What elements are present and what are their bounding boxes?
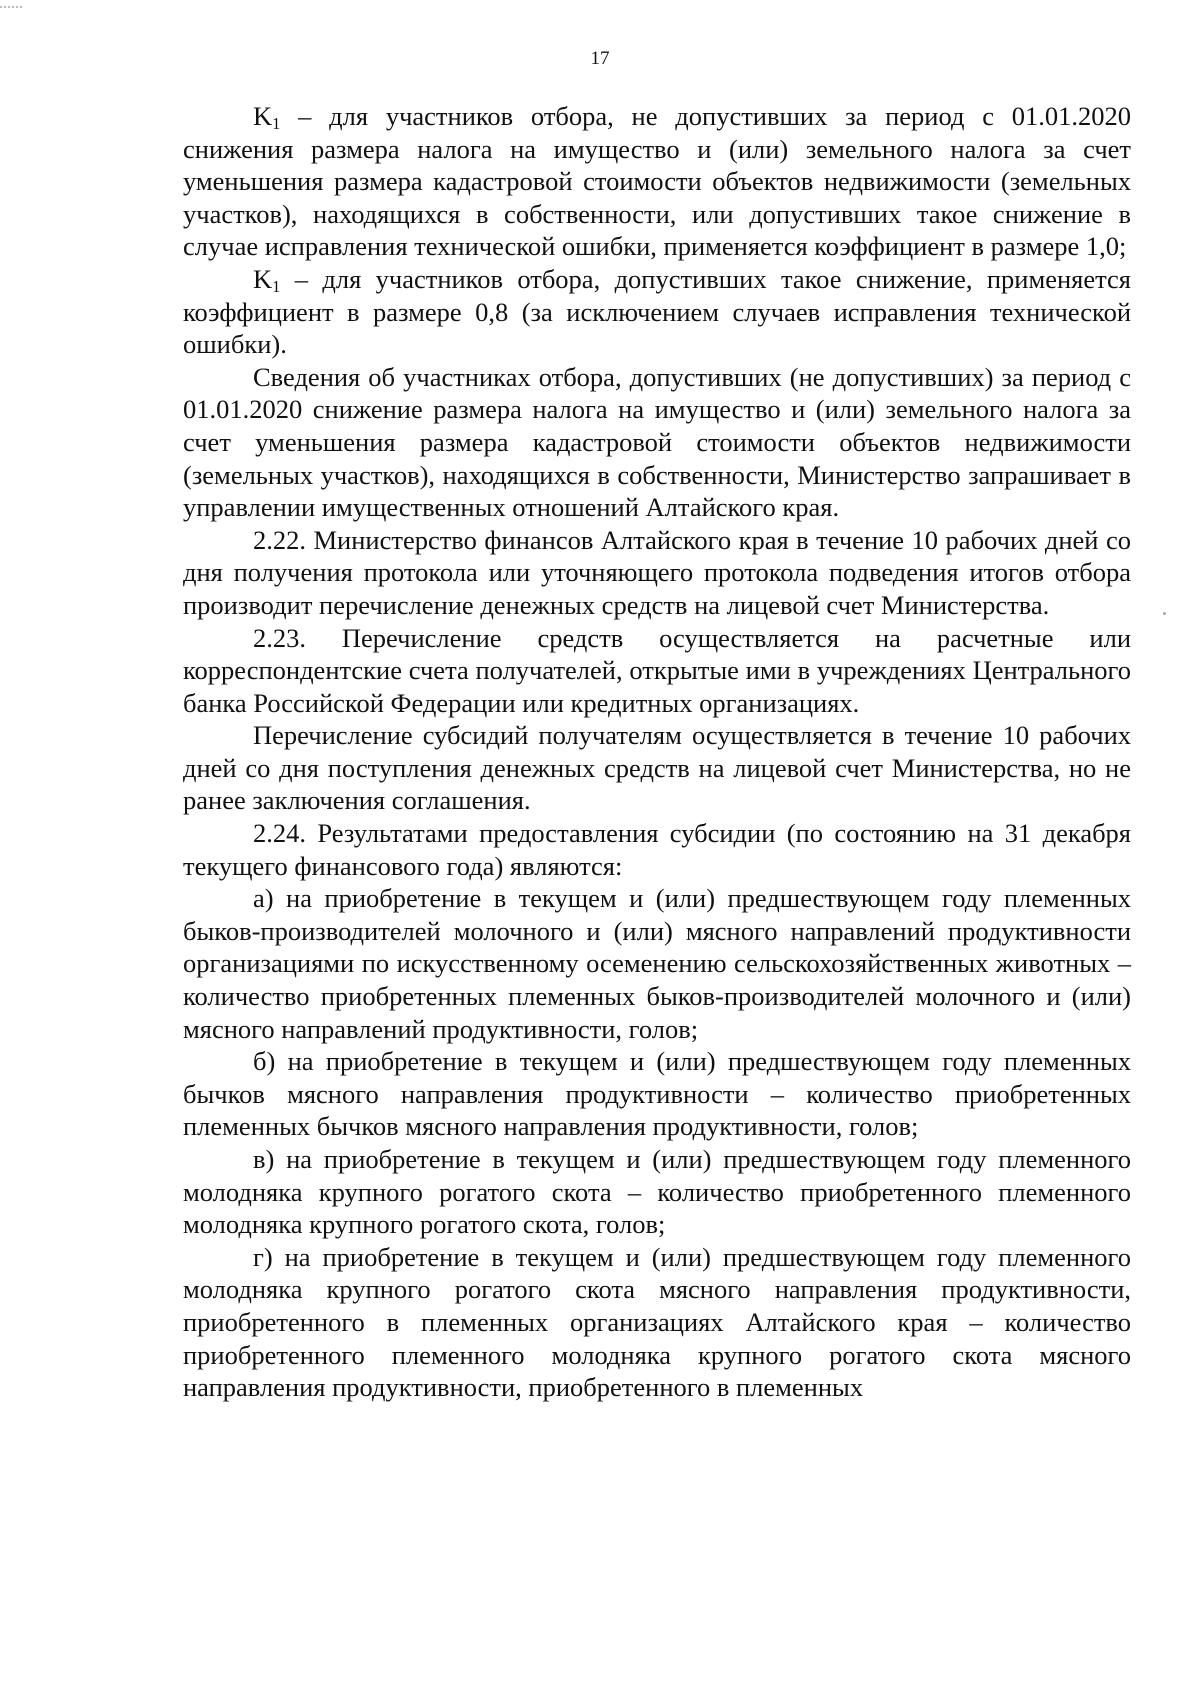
paragraph-2-23: 2.23. Перечисление средств осуществляется на расчетные или корреспондентские счета получателей, открытые ими в учреждениях Центрального банка Российской Федерации или кредитных организациях. xyxy=(183,622,1131,718)
page-number: 17 xyxy=(590,48,610,69)
paragraph-text: – для участников отбора, не допустивших за период с 01.01.2020 снижения размера налога на имущество и (или) земельного налога за счет уменьшения размера кадастровой стоимости объектов недвижимости (земельных участков), находящихся в собственности, или допустивших такое снижение в случае исправления технической ошибки, применяется коэффициент в размере 1,0; xyxy=(183,101,1131,262)
k1-subscript: 1 xyxy=(272,277,281,297)
list-item-v: в) на приобретение в текущем и (или) предшествующем году племенного молодняка крупного рогатого скота – количество приобретенного племенного молодняка крупного рогатого скота, голов; xyxy=(183,1144,1131,1240)
paragraph-2-24: 2.24. Результатами предоставления субсидии (по состоянию на 31 декабря текущего финансового года) являются: xyxy=(183,818,1131,881)
paragraph-k1-reduced xyxy=(183,263,1131,361)
k1-symbol: K xyxy=(253,101,273,131)
paragraph-k1-not-reduced xyxy=(183,100,1131,263)
list-item-b: б) на приобретение в текущем и (или) предшествующем году племенных бычков мясного направления продуктивности – количество приобретенных племенных бычков мясного направления продуктивности, голов; xyxy=(183,1046,1131,1142)
k1-subscript: 1 xyxy=(272,114,281,134)
scan-speck xyxy=(1163,612,1166,615)
k1-symbol: K xyxy=(253,263,273,294)
list-item-a: а) на приобретение в текущем и (или) предшествующем году племенных быков-производителей молочного и (или) мясного направлений продуктивности организациями по искусственному осеменению сельскохозяйственных животных – количество приобретенных племенных быков-производителей молочного и (или) мясного направлений продуктивности, голов; xyxy=(183,883,1131,1044)
paragraph-2-22: 2.22. Министерство финансов Алтайского края в течение 10 рабочих дней со дня получения протокола или уточняющего протокола подведения итогов отбора производит перечисление денежных средств на лицевой счет Министерства. xyxy=(183,524,1131,620)
paragraph-text: – для участников отбора, допустивших такое снижение, применяется коэффициент в размере 0,8 (за исключением случаев исправления технической ошибки). xyxy=(183,263,1131,360)
paragraph-2-23-transfer: Перечисление субсидий получателям осуществляется в течение 10 рабочих дней со дня поступления денежных средств на лицевой счет Министерства, но не ранее заключения соглашения. xyxy=(183,720,1131,816)
scan-edge-mark xyxy=(0,0,22,8)
paragraph-info-request: Сведения об участниках отбора, допустивших (не допустивших) за период с 01.01.2020 снижение размера налога на имущество и (или) земельного налога за счет уменьшения размера кадастровой стоимости объектов недвижимости (земельных участков), находящихся в собственности, Министерство запрашивает в управлении имущественных отношений Алтайского края. xyxy=(183,361,1131,523)
list-item-g: г) на приобретение в текущем и (или) предшествующем году племенного молодняка крупного рогатого скота мясного направления продуктивности, приобретенного в племенных организациях Алтайского края – количество приобретенного племенного молодняка крупного рогатого скота мясного направления продуктивности, приобретенного в племенных xyxy=(183,1241,1131,1403)
body-text xyxy=(183,100,1131,1404)
